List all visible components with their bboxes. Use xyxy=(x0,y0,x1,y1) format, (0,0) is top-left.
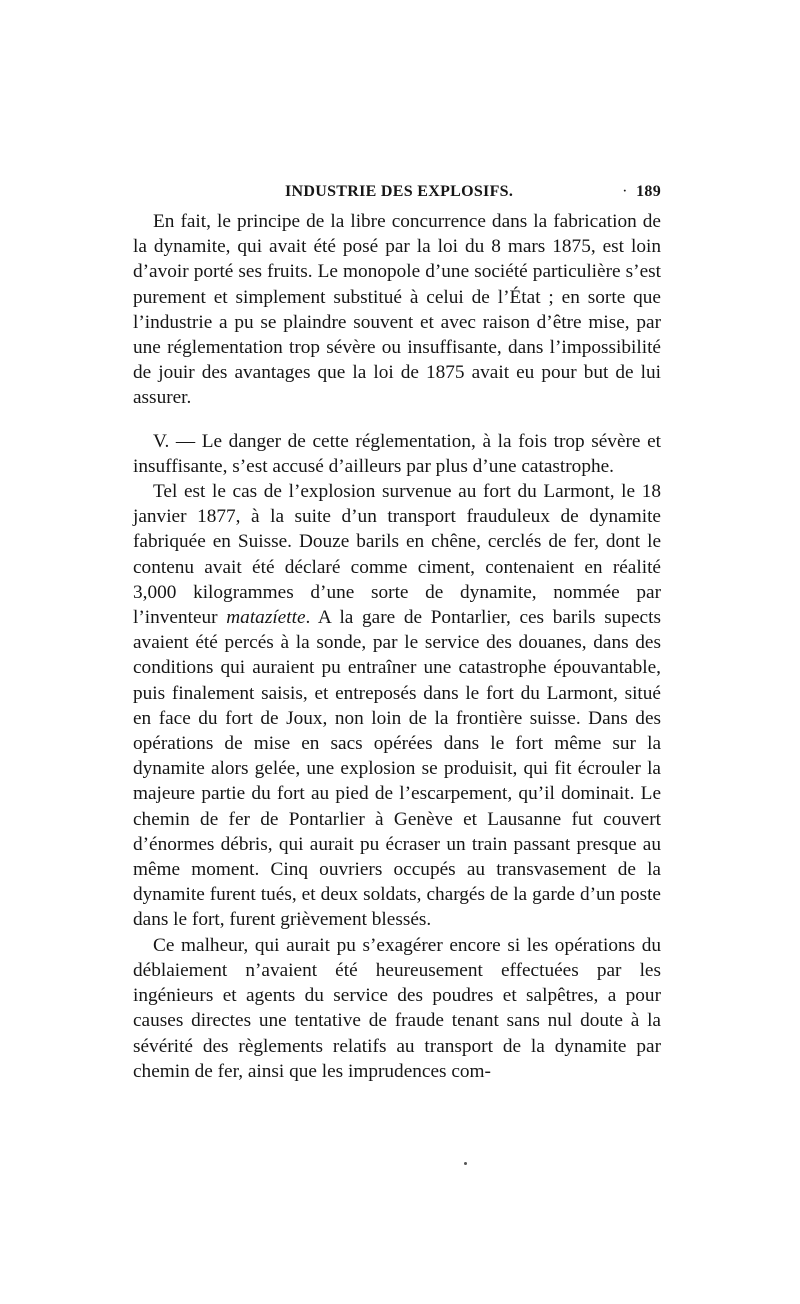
paragraph-section-v: V. — Le danger de cette réglementation, à la fois trop sévère et insuffisante, s’est accusé d’ailleurs par plus d’une catastrophe. xyxy=(133,430,661,477)
stray-ink-dot xyxy=(464,1162,467,1165)
body-text xyxy=(133,209,661,1084)
book-page xyxy=(133,183,661,1084)
paragraph-explosion-text-before: Tel est le cas de l’explosion survenue au fort du Larmont, le 18 janvier 1877, à la suite d’un transport frauduleux de dynamite fabriquée en Suisse. Douze barils en chêne, cerclés de fer, dont le contenu avait été déclaré comme ciment, contenaient en réalité 3,000 kilogrammes d’une sorte de dynamite, nommée par l’inventeur xyxy=(133,481,661,629)
running-head xyxy=(133,183,661,207)
paragraph-explosion-text-after: . A la gare de Pontarlier, ces barils supects avaient été percés à la sonde, par le service des douanes, dans des conditions qui auraient pu entraîner une catastrophe épouvantable, puis finalement saisis, et entreposés dans le fort du Larmont, situé en face du fort de Joux, non loin de la frontière suisse. Dans des opérations de mise en sacs opérées dans le fort même sur la dynamite alors gelée, une explosion se produisit, qui fit écrouler la majeure partie du fort au pied de l’escarpement, qu’il dominait. Le chemin de fer de Pontarlier à Genève et Lausanne fut couvert d’énormes débris, qui aurait pu écraser un train passant presque au même moment. Cinq ouvriers occupés au transvasement de la dynamite furent tués, et deux soldats, chargés de la garde d’un poste dans le fort, furent grièvement blessés. xyxy=(133,607,661,931)
paragraph-ce-malheur: Ce malheur, qui aurait pu s’exagérer encore si les opérations du déblaiement n’avaient été heureusement effectuées par les ingénieurs et agents du service des poudres et salpêtres, a pour causes directes une tentative de fraude tenant sans nul doute à la sévérité des règlements relatifs au transport de la dynamite par chemin de fer, ainsi que les imprudences com- xyxy=(133,934,661,1082)
page-number: · 189 xyxy=(636,183,661,201)
running-head-title: INDUSTRIE DES EXPLOSIFS. xyxy=(285,183,514,200)
inventor-term: matazíette xyxy=(226,607,306,629)
paragraph-libre-concurrence: En fait, le principe de la libre concurrence dans la fabrication de la dynamite, qui avait été posé par la loi du 8 mars 1875, est loin d’avoir porté ses fruits. Le monopole d’une société particulière s’est purement et simplement substitué à celui de l’État ; en sorte que l’industrie a pu se plaindre souvent et avec raison d’être mise, par une réglementation trop sévère ou insuffisante, dans l’impossibilité de jouir des avantages que la loi de 1875 avait eu pour but de lui assurer. xyxy=(133,211,661,409)
paragraph-explosion-larmont xyxy=(133,479,661,933)
